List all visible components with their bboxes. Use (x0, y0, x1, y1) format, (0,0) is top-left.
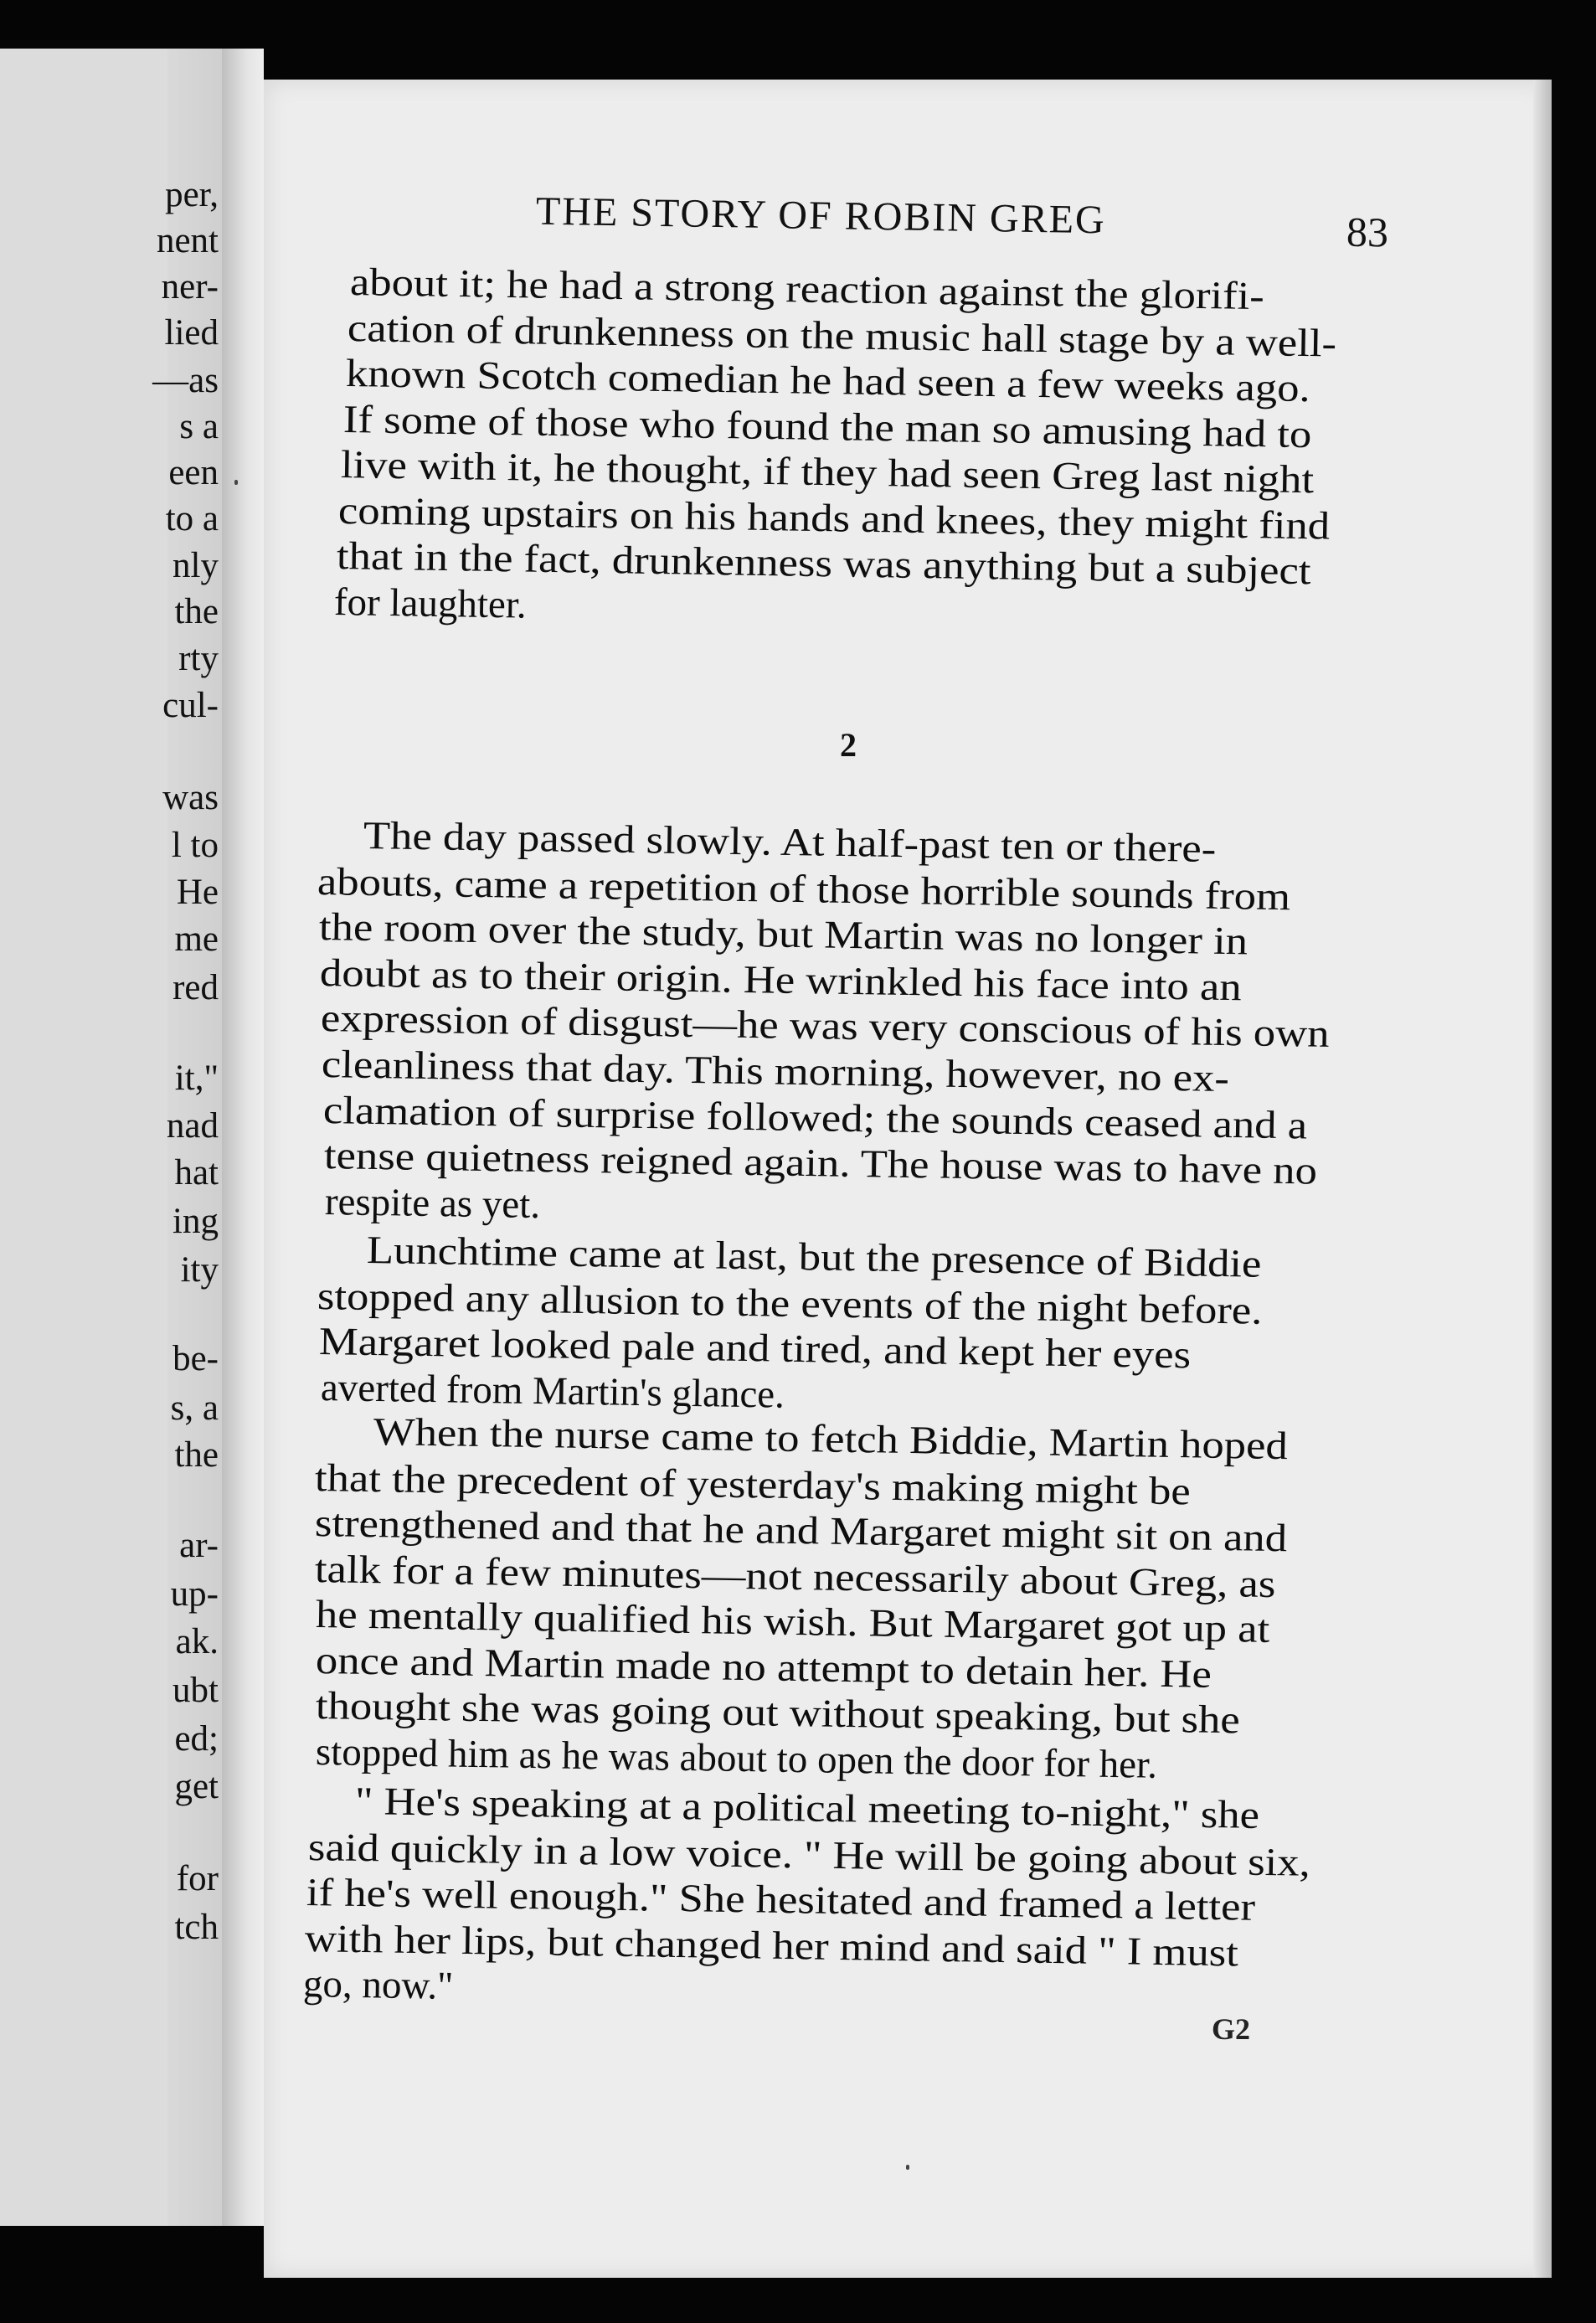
left-page-fragment: rty (178, 639, 219, 678)
text-line: coming upstairs on his hands and knees, they might find (338, 488, 1331, 549)
text-line: stopped any allusion to the events of the night before. (317, 1274, 1263, 1333)
scan-speck (234, 480, 238, 485)
left-page-fragment: een (168, 453, 219, 492)
left-page-fragment: per, (165, 175, 219, 214)
left-page (0, 49, 222, 2226)
left-page-fragment: was (162, 778, 219, 817)
text-line: stopped him as he was about to open the door for her. (315, 1729, 1158, 1787)
text-line: abouts, came a repetition of those horrible sounds from (317, 859, 1291, 919)
text-line: strengthened and that he and Margaret might sit on and (314, 1501, 1288, 1561)
text-line: cleanliness that day. This morning, however, no ex- (321, 1043, 1230, 1101)
text-line: Lunchtime came at last, but the presence of Biddie (366, 1228, 1262, 1286)
text-line: When the nurse came to fetch Biddie, Martin hoped (373, 1410, 1289, 1469)
left-page-fragment: ed; (174, 1719, 219, 1759)
text-line: that the precedent of yesterday's making might be (314, 1455, 1192, 1513)
left-page-fragment: ar- (179, 1526, 219, 1565)
text-line: said quickly in a low voice. " He will be going about six, (307, 1825, 1311, 1885)
left-page-fragment: up- (170, 1574, 219, 1614)
text-line: that in the fact, drunkenness was anything but a subject (336, 534, 1311, 594)
left-page-fragment: cul- (162, 686, 219, 725)
left-page-fragment: be- (172, 1339, 219, 1378)
page-number: 83 (1346, 208, 1389, 256)
left-page-fragment: the (174, 1435, 219, 1475)
text-line: the room over the study, but Martin was no longer in (318, 905, 1248, 964)
text-line: The day passed slowly. At half-past ten or there- (363, 814, 1217, 871)
left-page-fragment: the (174, 592, 219, 631)
left-page-fragment: s, a (170, 1388, 219, 1428)
left-page-fragment: hat (174, 1153, 219, 1192)
text-line: he mentally qualified his wish. But Margaret got up at (315, 1593, 1270, 1651)
text-line: thought she was going out without speaking, but she (315, 1684, 1241, 1743)
left-page-fragment: ing (172, 1202, 219, 1241)
text-line: respite as yet. (324, 1179, 541, 1227)
left-page-fragment: for (176, 1859, 219, 1898)
text-line: " He's speaking at a political meeting to-night," she (354, 1780, 1260, 1837)
left-page-fragment: lied (164, 313, 219, 353)
text-line: known Scotch comedian he had seen a few weeks ago. (345, 352, 1310, 411)
left-page-fragment: ner- (161, 267, 219, 306)
page-edge-shadow (1533, 80, 1552, 2278)
signature-mark: G2 (1212, 2012, 1251, 2046)
left-page-fragment: ity (180, 1250, 219, 1290)
text-line: cation of drunkenness on the music hall stage by a well- (347, 306, 1337, 366)
text-line: averted from Martin's glance. (320, 1365, 785, 1417)
left-page-fragment: nly (172, 546, 219, 585)
left-page-fragment: —as (152, 361, 219, 400)
text-line: about it; he had a strong reaction against the glorifi- (349, 260, 1265, 319)
text-line: once and Martin made no attempt to detain her. He (315, 1638, 1212, 1697)
text-line: Margaret looked pale and tired, and kept her eyes (318, 1320, 1192, 1378)
left-page-fragment: to a (165, 499, 219, 538)
text-line: clamation of surprise followed; the sounds ceased and a (322, 1088, 1308, 1148)
book-gutter (222, 49, 264, 2226)
text-line: with her lips, but changed her mind and said " I must (304, 1916, 1239, 1975)
left-page-fragment: ak. (175, 1622, 219, 1661)
scan-speck (906, 2165, 909, 2170)
left-page-fragment: get (174, 1767, 219, 1806)
left-page-fragment: red (172, 968, 219, 1007)
text-line: tense quietness reigned again. The house was to have no (323, 1134, 1318, 1193)
text-line: doubt as to their origin. He wrinkled his face into an (319, 950, 1242, 1010)
left-page-fragment: it," (174, 1058, 219, 1098)
running-head: THE STORY OF ROBIN GREG (535, 188, 1107, 243)
left-page-fragment: tch (174, 1908, 219, 1947)
left-page-fragment: ubt (172, 1671, 219, 1710)
text-line: live with it, he thought, if they had seen Greg last night (340, 443, 1315, 502)
text-line: for laughter. (333, 579, 528, 627)
left-page-fragment: He (176, 873, 219, 912)
left-page-fragment: nent (156, 221, 219, 260)
text-line: If some of those who found the man so amusing had to (342, 397, 1312, 456)
text-line: expression of disgust—he was very conscious of his own (320, 997, 1330, 1057)
text-line: go, now." (302, 1962, 454, 2008)
left-page-fragment: me (174, 919, 219, 959)
text-line: talk for a few minutes—not necessarily about Greg, as (315, 1547, 1277, 1606)
text-line: if he's well enough." She hesitated and framed a letter (306, 1871, 1256, 1929)
left-page-fragment: l to (171, 826, 219, 865)
left-page-fragment: nad (166, 1106, 219, 1146)
left-page-fragment: s a (179, 407, 219, 446)
section-number: 2 (840, 726, 857, 764)
